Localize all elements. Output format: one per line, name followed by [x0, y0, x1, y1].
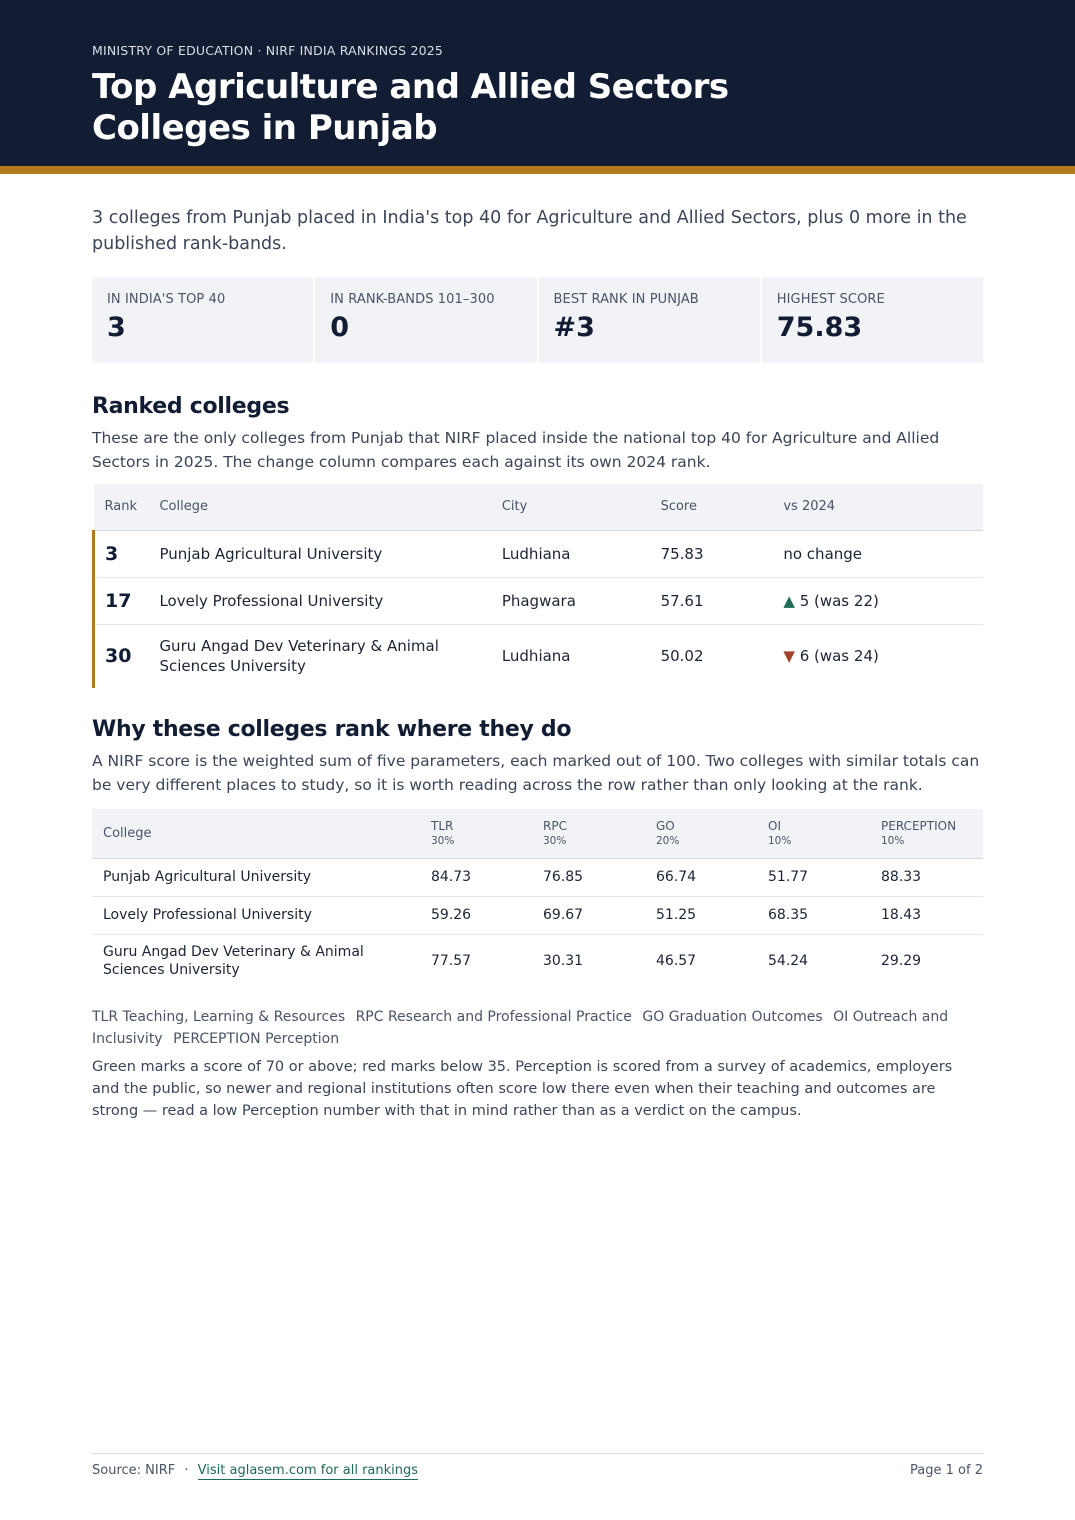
ranked-colleges-table	[92, 484, 983, 688]
ranked-colleges-heading: Ranked colleges	[92, 394, 290, 419]
footer-source	[92, 1463, 418, 1478]
glossary-item: RPC Research and Professional Practice	[355, 1009, 632, 1025]
college-name: Lovely Professional University	[159, 577, 501, 624]
glossary-item: OI Outreach and Inclusivity	[92, 1009, 949, 1047]
table-row	[94, 577, 984, 624]
rankings-link[interactable]: Visit aglasem.com for all rankings	[197, 1463, 419, 1478]
arrow-down-icon: ▼	[783, 647, 795, 666]
stat-value: 0	[330, 312, 350, 343]
param-score: 84.73	[431, 858, 543, 896]
col-rank: Rank	[94, 484, 160, 530]
col-college: College	[92, 809, 431, 858]
table-row	[94, 530, 984, 577]
param-weight: 10%	[768, 835, 792, 848]
change-text: no change	[783, 544, 863, 563]
param-weight: 30%	[543, 835, 567, 848]
table-row	[94, 624, 984, 688]
table-row	[92, 934, 983, 987]
college-name: Punjab Agricultural University	[92, 858, 431, 896]
param-score: 88.33	[881, 858, 983, 896]
col-score: Score	[661, 484, 784, 530]
rank-value: 30	[105, 645, 132, 668]
parameters-table	[92, 809, 983, 987]
rank-value: 17	[105, 589, 132, 612]
college-name: Punjab Agricultural University	[159, 530, 501, 577]
colour-key-note: Green marks a score of 70 or above; red marks below 35. Perception is scored from a survey of academics, employers and the public, so newer and regional institutions often score low there even when their teaching and outcomes are strong — read a low Perception number with that in mind rather than as a verdict on the campus.	[92, 1059, 953, 1119]
change-text: 5 (was 22)	[799, 591, 879, 610]
college-name: Guru Angad Dev Veterinary & Animal Sciences University	[159, 637, 439, 676]
stat-top-40	[92, 277, 313, 363]
glossary-item: TLR Teaching, Learning & Resources	[92, 1009, 346, 1025]
rank-value: 3	[105, 542, 119, 565]
stat-label: HIGHEST SCORE	[776, 292, 885, 307]
param-score: 54.24	[768, 952, 809, 969]
param-score: 59.26	[431, 896, 543, 934]
param-name: PERCEPTION	[881, 819, 957, 834]
param-name: TLR	[431, 819, 454, 834]
table-header-row	[94, 484, 984, 530]
accent-bar	[0, 166, 1075, 174]
stat-label: IN RANK-BANDS 101–300	[330, 292, 495, 307]
page-footer	[92, 1453, 983, 1478]
param-score: 76.85	[543, 858, 656, 896]
score-value: 75.83	[661, 530, 784, 577]
param-weight: 10%	[881, 835, 905, 848]
score-value: 50.02	[660, 647, 704, 666]
param-name: OI	[768, 819, 781, 834]
why-description: A NIRF score is the weighted sum of five parameters, each marked out of 100. Two colleges with similar totals can be very different places to study, so it is worth reading across the row rather than only looking at the rank.	[92, 752, 980, 794]
table-row	[92, 858, 983, 896]
param-score: 29.29	[881, 952, 922, 969]
col-vs-2024: vs 2024	[783, 484, 983, 530]
ranked-colleges-description: These are the only colleges from Punjab that NIRF placed inside the national top 40 for Agriculture and Allied Sectors in 2025. The change column compares each against its own 2024 rank.	[92, 429, 940, 471]
city-name: Phagwara	[502, 577, 661, 624]
parameter-glossary	[92, 1006, 983, 1050]
param-score: 30.31	[543, 952, 584, 969]
glossary-item: PERCEPTION Perception	[173, 1031, 340, 1047]
main-content	[0, 205, 1075, 1122]
stat-value: #3	[553, 312, 595, 343]
college-name: Guru Angad Dev Veterinary & Animal Sciences University	[103, 943, 364, 978]
stat-value: 3	[107, 312, 126, 343]
glossary-item: GO Graduation Outcomes	[642, 1009, 823, 1025]
param-score: 51.77	[768, 858, 881, 896]
city-name: Ludhiana	[501, 647, 571, 666]
param-score: 46.57	[656, 952, 697, 969]
source-text: Source: NIRF	[92, 1463, 176, 1478]
stat-value: 75.83	[776, 312, 863, 343]
score-value: 57.61	[661, 577, 784, 624]
change-text: 6 (was 24)	[799, 647, 879, 666]
param-score: 18.43	[881, 896, 983, 934]
masthead	[0, 0, 1075, 166]
stat-best-rank	[539, 277, 760, 363]
eyebrow: MINISTRY OF EDUCATION · NIRF INDIA RANKINGS 2025	[92, 43, 444, 58]
college-name: Lovely Professional University	[92, 896, 431, 934]
param-weight: 30%	[431, 835, 455, 848]
table-row	[92, 896, 983, 934]
param-name: RPC	[543, 819, 567, 834]
param-score: 66.74	[656, 858, 768, 896]
col-college: College	[159, 484, 501, 530]
param-name: GO	[656, 819, 675, 834]
city-name: Ludhiana	[502, 530, 661, 577]
col-city: City	[502, 484, 661, 530]
lead-paragraph: 3 colleges from Punjab placed in India's top 40 for Agriculture and Allied Sectors, plus 0 more in the published rank-bands.	[92, 208, 967, 254]
stat-highest-score	[762, 277, 983, 363]
param-score: 51.25	[656, 896, 768, 934]
page-number: Page 1 of 2	[910, 1463, 983, 1478]
stat-label: IN INDIA'S TOP 40	[107, 292, 226, 307]
param-score: 77.57	[431, 952, 472, 969]
param-weight: 20%	[656, 835, 680, 848]
stats-strip	[92, 277, 983, 363]
param-score: 69.67	[543, 896, 656, 934]
stat-rank-bands	[315, 277, 536, 363]
table-header-row	[92, 809, 983, 858]
stat-label: BEST RANK IN PUNJAB	[553, 292, 699, 307]
arrow-up-icon: ▲	[783, 591, 795, 610]
param-score: 68.35	[768, 896, 881, 934]
why-heading: Why these colleges rank where they do	[92, 717, 572, 742]
page-title: Top Agriculture and Allied Sectors Colleges in Punjab	[92, 67, 729, 148]
footer-separator: ·	[184, 1463, 189, 1478]
